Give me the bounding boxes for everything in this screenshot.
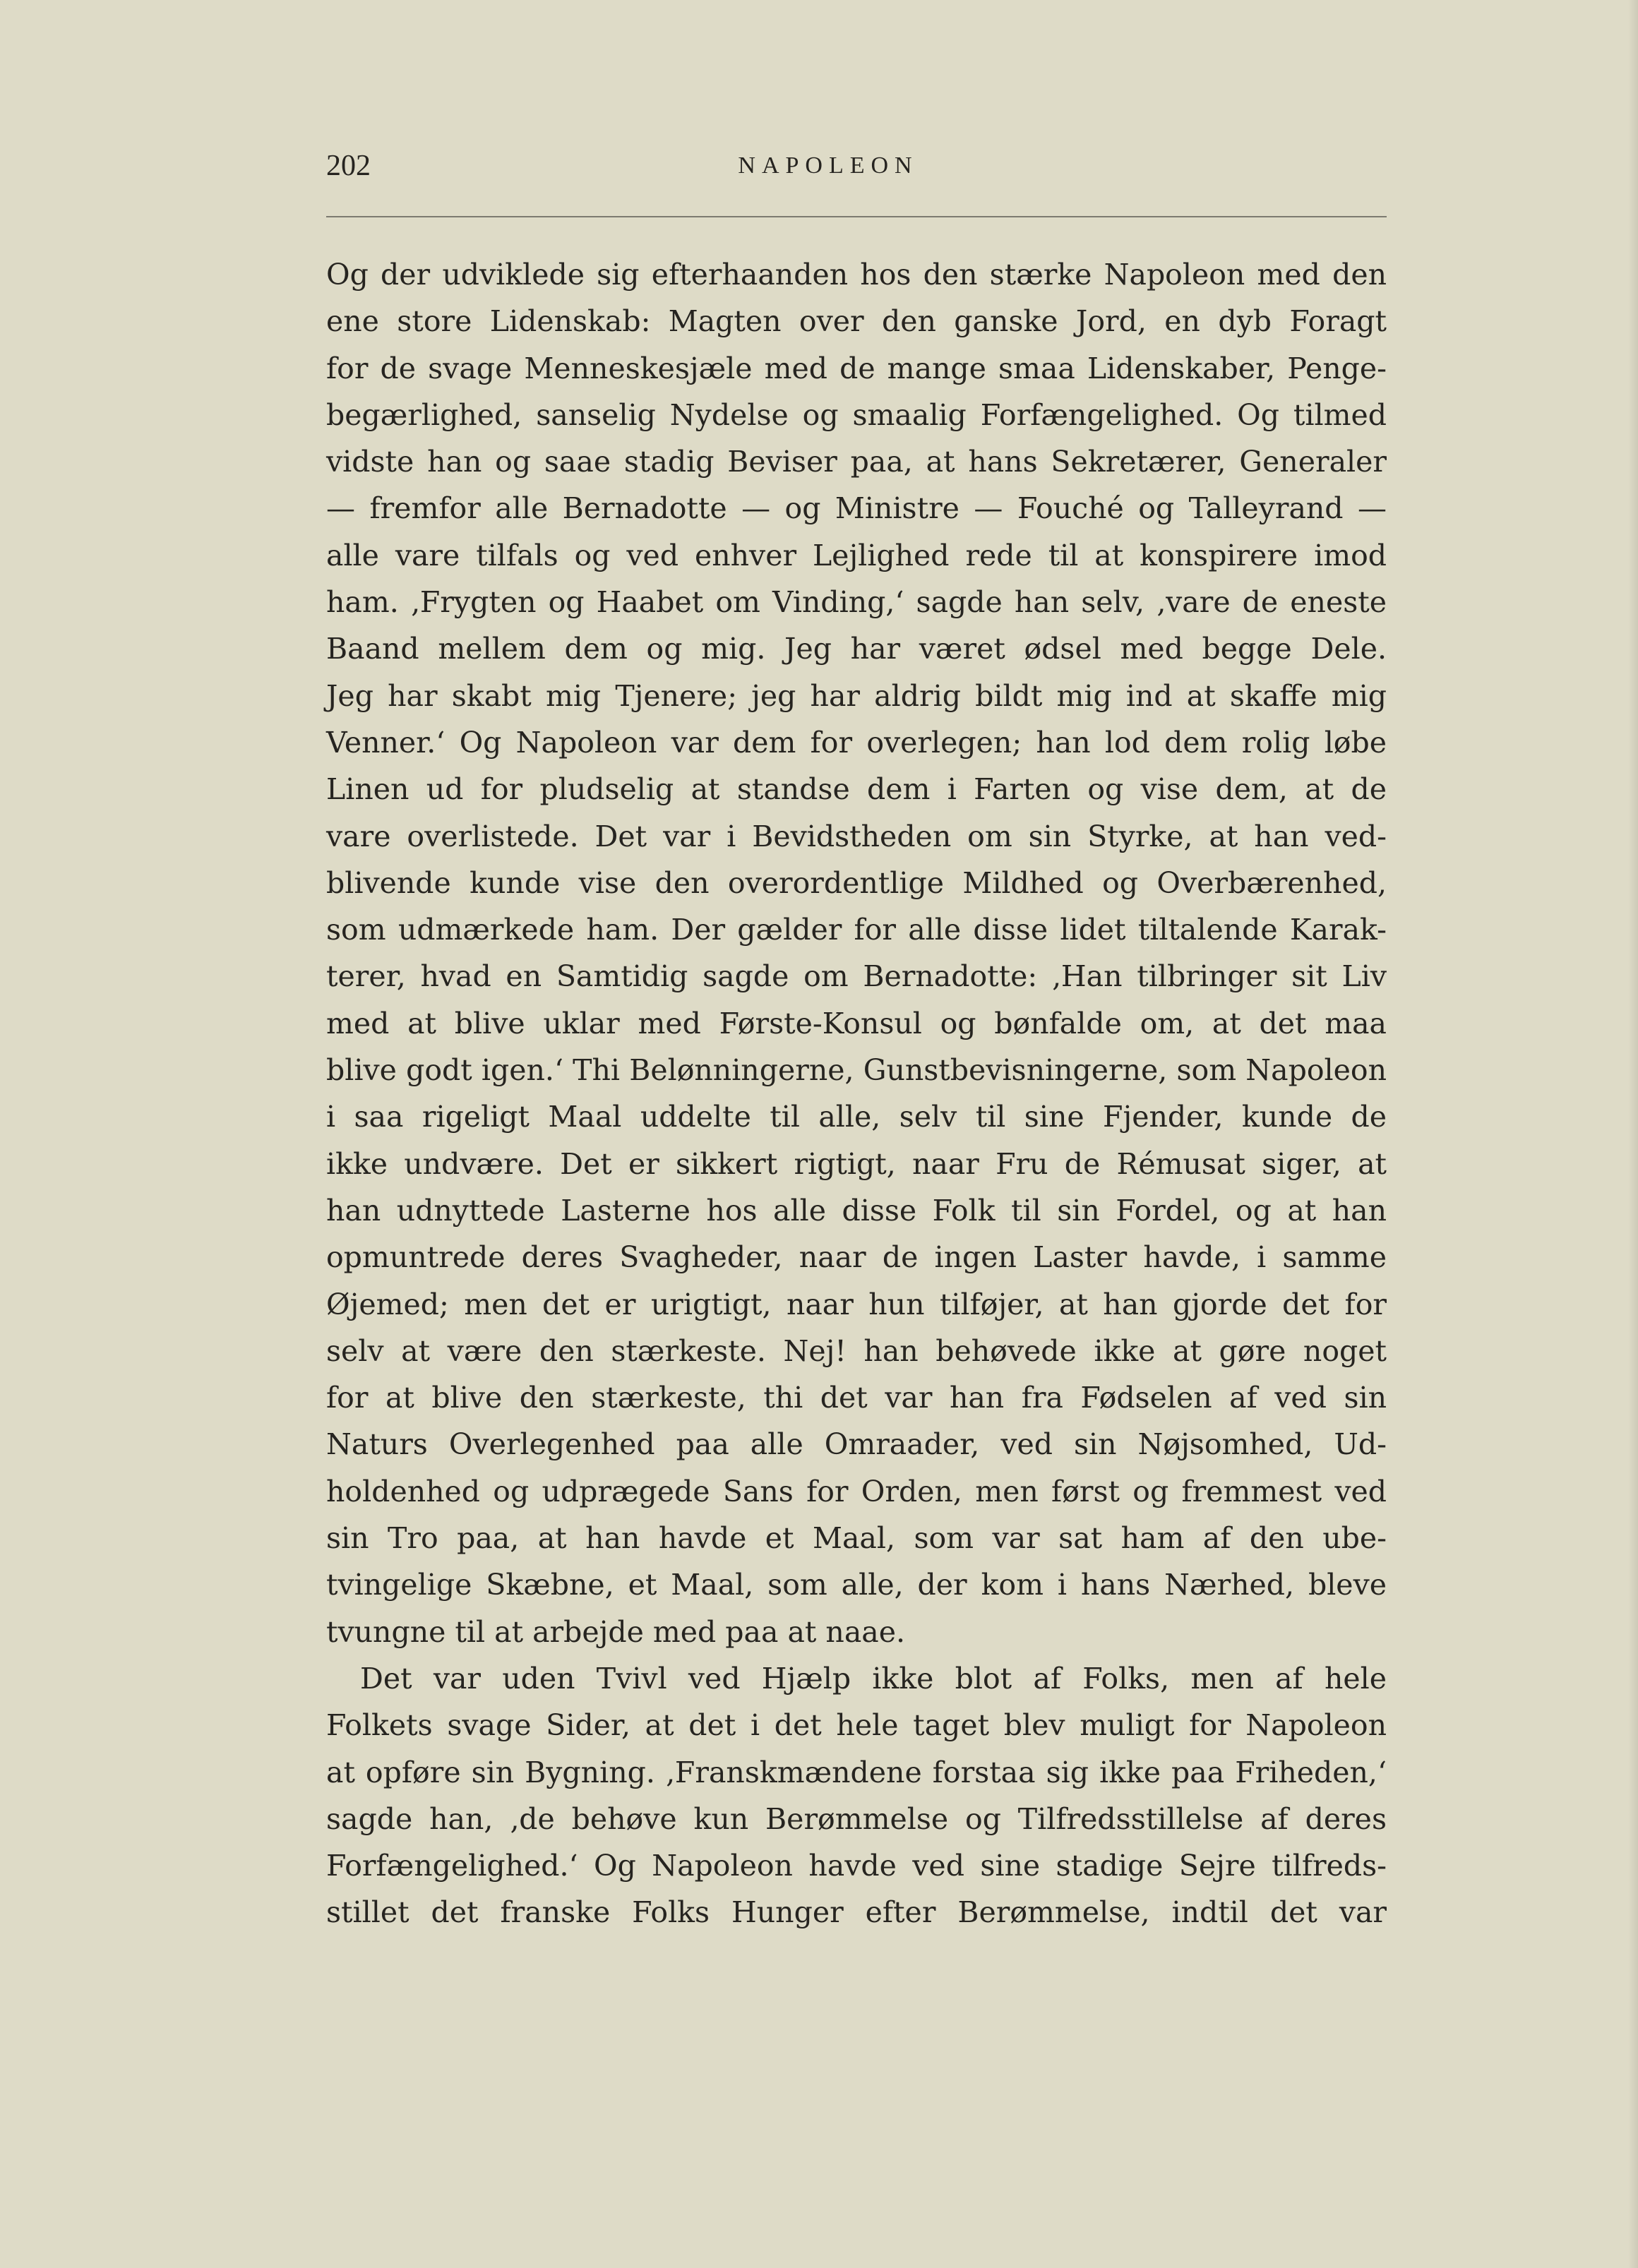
text-line: Øjemed; men det er urigtigt, naar hun tilføjer, at han gjorde det for	[326, 1287, 1387, 1321]
text-line: med at blive uklar med Første-Konsul og bønfalde om, at det maa	[326, 1006, 1387, 1040]
text-line: at opføre sin Bygning. ‚Franskmændene forstaa sig ikke paa Friheden,‘	[326, 1755, 1387, 1789]
text-line: sin Tro paa, at han havde et Maal, som var sat ham af den ube-	[326, 1521, 1387, 1556]
text-line: tvingelige Skæbne, et Maal, som alle, der kom i hans Nærhed, bleve	[326, 1568, 1387, 1602]
text-line: stillet det franske Folks Hunger efter Berømmelse, indtil det var	[326, 1895, 1387, 1930]
text-line: holdenhed og udprægede Sans for Orden, men først og fremmest ved	[326, 1474, 1387, 1508]
text-line: i saa rigeligt Maal uddelte til alle, selv til sine Fjender, kunde de	[326, 1100, 1387, 1134]
page-edge-shadow	[1628, 0, 1638, 2268]
page-number: 202	[326, 150, 371, 182]
body-text	[326, 251, 1387, 1936]
text-line: ikke undvære. Det er sikkert rigtigt, naar Fru de Rémusat siger, at	[326, 1146, 1387, 1181]
text-line: blive godt igen.‘ Thi Belønningerne, Gunstbevisningerne, som Napoleon	[326, 1053, 1387, 1088]
text-line: Og der udviklede sig efterhaanden hos den stærke Napoleon med den	[326, 258, 1387, 292]
header-rule	[326, 216, 1387, 217]
text-line: for at blive den stærkeste, thi det var han fra Fødselen af ved sin	[326, 1381, 1387, 1415]
text-line: Baand mellem dem og mig. Jeg har været ødsel med begge Dele.	[326, 632, 1387, 666]
text-line: Venner.‘ Og Napoleon var dem for overlegen; han lod dem rolig løbe	[326, 725, 1387, 760]
text-line: som udmærkede ham. Der gælder for alle disse lidet tiltalende Karak-	[326, 913, 1387, 947]
text-line: Linen ud for pludselig at standse dem i Farten og vise dem, at de	[326, 772, 1387, 807]
text-line: ene store Lidenskab: Magten over den ganske Jord, en dyb Foragt	[326, 304, 1387, 339]
text-line: sagde han, ‚de behøve kun Berømmelse og Tilfredsstillelse af deres	[326, 1801, 1387, 1836]
text-line: ham. ‚Frygten og Haabet om Vinding,‘ sagde han selv, ‚vare de eneste	[326, 585, 1387, 620]
text-line: Forfængelighed.‘ Og Napoleon havde ved sine stadige Sejre tilfreds-	[326, 1849, 1387, 1883]
text-line: alle vare tilfals og ved enhver Lejlighed rede til at konspirere imod	[326, 538, 1387, 572]
text-line: Naturs Overlegenhed paa alle Omraader, ved sin Nøjsomhed, Ud-	[326, 1427, 1387, 1462]
text-line: opmuntrede deres Svagheder, naar de ingen Laster havde, i samme	[326, 1240, 1387, 1275]
running-title: NAPOLEON	[738, 152, 919, 179]
text-line: for de svage Menneskesjæle med de mange smaa Lidenskaber, Penge-	[326, 351, 1387, 385]
text-line: — fremfor alle Bernadotte — og Ministre — Fouché og Talleyrand —	[326, 491, 1387, 526]
paragraph-start-line: Det var uden Tvivl ved Hjælp ikke blot af Folks, men af hele	[360, 1661, 1387, 1696]
text-line: selv at være den stærkeste. Nej! han behøvede ikke at gøre noget	[326, 1333, 1387, 1368]
text-line: terer, hvad en Samtidig sagde om Bernadotte: ‚Han tilbringer sit Liv	[326, 959, 1387, 994]
text-line: vidste han og saae stadig Beviser paa, at hans Sekretærer, Generaler	[326, 445, 1387, 479]
text-line: Folkets svage Sider, at det i det hele taget blev muligt for Napoleon	[326, 1708, 1387, 1743]
text-line: han udnyttede Lasterne hos alle disse Folk til sin Fordel, og at han	[326, 1193, 1387, 1228]
paragraph-end-line: tvungne til at arbejde med paa at naae.	[326, 1614, 906, 1649]
text-line: Jeg har skabt mig Tjenere; jeg har aldrig bildt mig ind at skaffe mig	[326, 678, 1387, 713]
text-line: vare overlistede. Det var i Bevidstheden om sin Styrke, at han ved-	[326, 819, 1387, 853]
text-line: blivende kunde vise den overordentlige Mildhed og Overbærenhed,	[326, 865, 1387, 900]
text-line: begærlighed, sanselig Nydelse og smaalig Forfængelighed. Og tilmed	[326, 397, 1387, 432]
page-header	[326, 145, 1387, 187]
